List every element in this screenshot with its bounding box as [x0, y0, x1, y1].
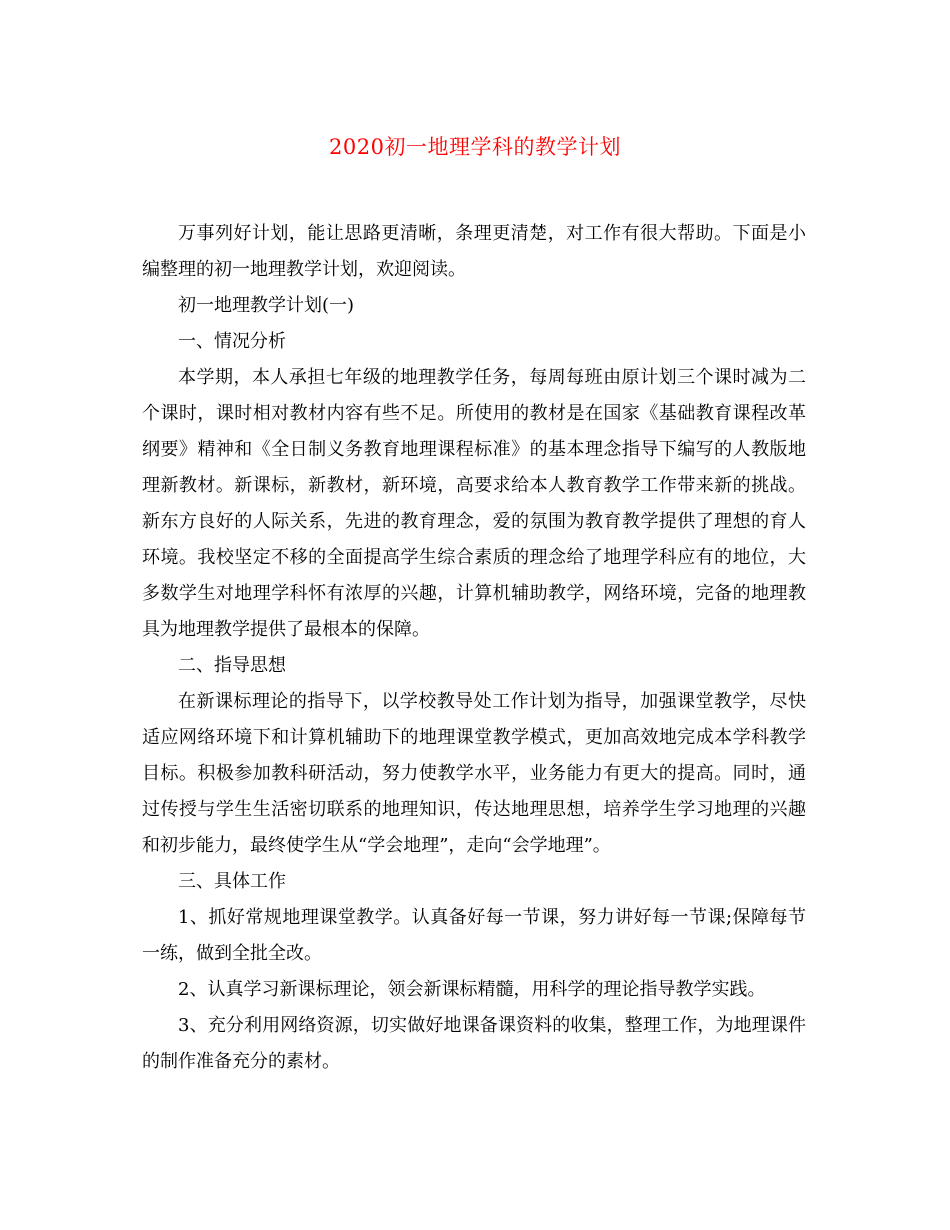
document-body: [142, 216, 806, 1080]
intro-paragraph: 万事列好计划，能让思路更清晰，条理更清楚，对工作有很大帮助。下面是小编整理的初一地理教学计划，欢迎阅读。: [142, 223, 806, 280]
section-heading-situation: 一、情况分析: [178, 331, 286, 352]
section-heading-specific-work: 三、具体工作: [178, 871, 286, 892]
section-heading-guiding-thought: 二、指导思想: [178, 655, 286, 676]
work-item-2: 2、认真学习新课标理论，领会新课标精髓，用科学的理论指导教学实践。: [178, 979, 766, 1000]
work-item-3: 3、充分利用网络资源，切实做好地课备课资料的收集，整理工作，为地理课件的制作准备充分的素材。: [142, 1015, 806, 1072]
document-title: 2020初一地理学科的教学计划: [329, 135, 621, 159]
guiding-thought-paragraph: 在新课标理论的指导下，以学校教导处工作计划为指导，加强课堂教学，尽快适应网络环境下和计算机辅助下的地理课堂教学模式，更加高效地完成本学科教学目标。积极参加教科研活动，努力使教学水平，业务能力有更大的提高。同时，通过传授与学生生活密切联系的地理知识，传达地理思想，培养学生学习地理的兴趣和初步能力，最终使学生从“学会地理”，走向“会学地理”。: [142, 691, 806, 856]
work-item-1: 1、抓好常规地理课堂教学。认真备好每一节课，努力讲好每一节课;保障每节一练，做到全批全改。: [142, 907, 806, 964]
plan-heading: 初一地理教学计划(一): [178, 295, 355, 316]
situation-paragraph: 本学期，本人承担七年级的地理教学任务，每周每班由原计划三个课时减为二个课时，课时相对教材内容有些不足。所使用的教材是在国家《基础教育课程改革纲要》精神和《全日制义务教育地理课程标准》的基本理念指导下编写的人教版地理新教材。新课标，新教材，新环境，高要求给本人教育教学工作带来新的挑战。新东方良好的人际关系，先进的教育理念，爱的氛围为教育教学提供了理想的育人环境。我校坚定不移的全面提高学生综合素质的理念给了地理学科应有的地位，大多数学生对地理学科怀有浓厚的兴趣，计算机辅助教学，网络环境，完备的地理教具为地理教学提供了最根本的保障。: [142, 367, 806, 640]
